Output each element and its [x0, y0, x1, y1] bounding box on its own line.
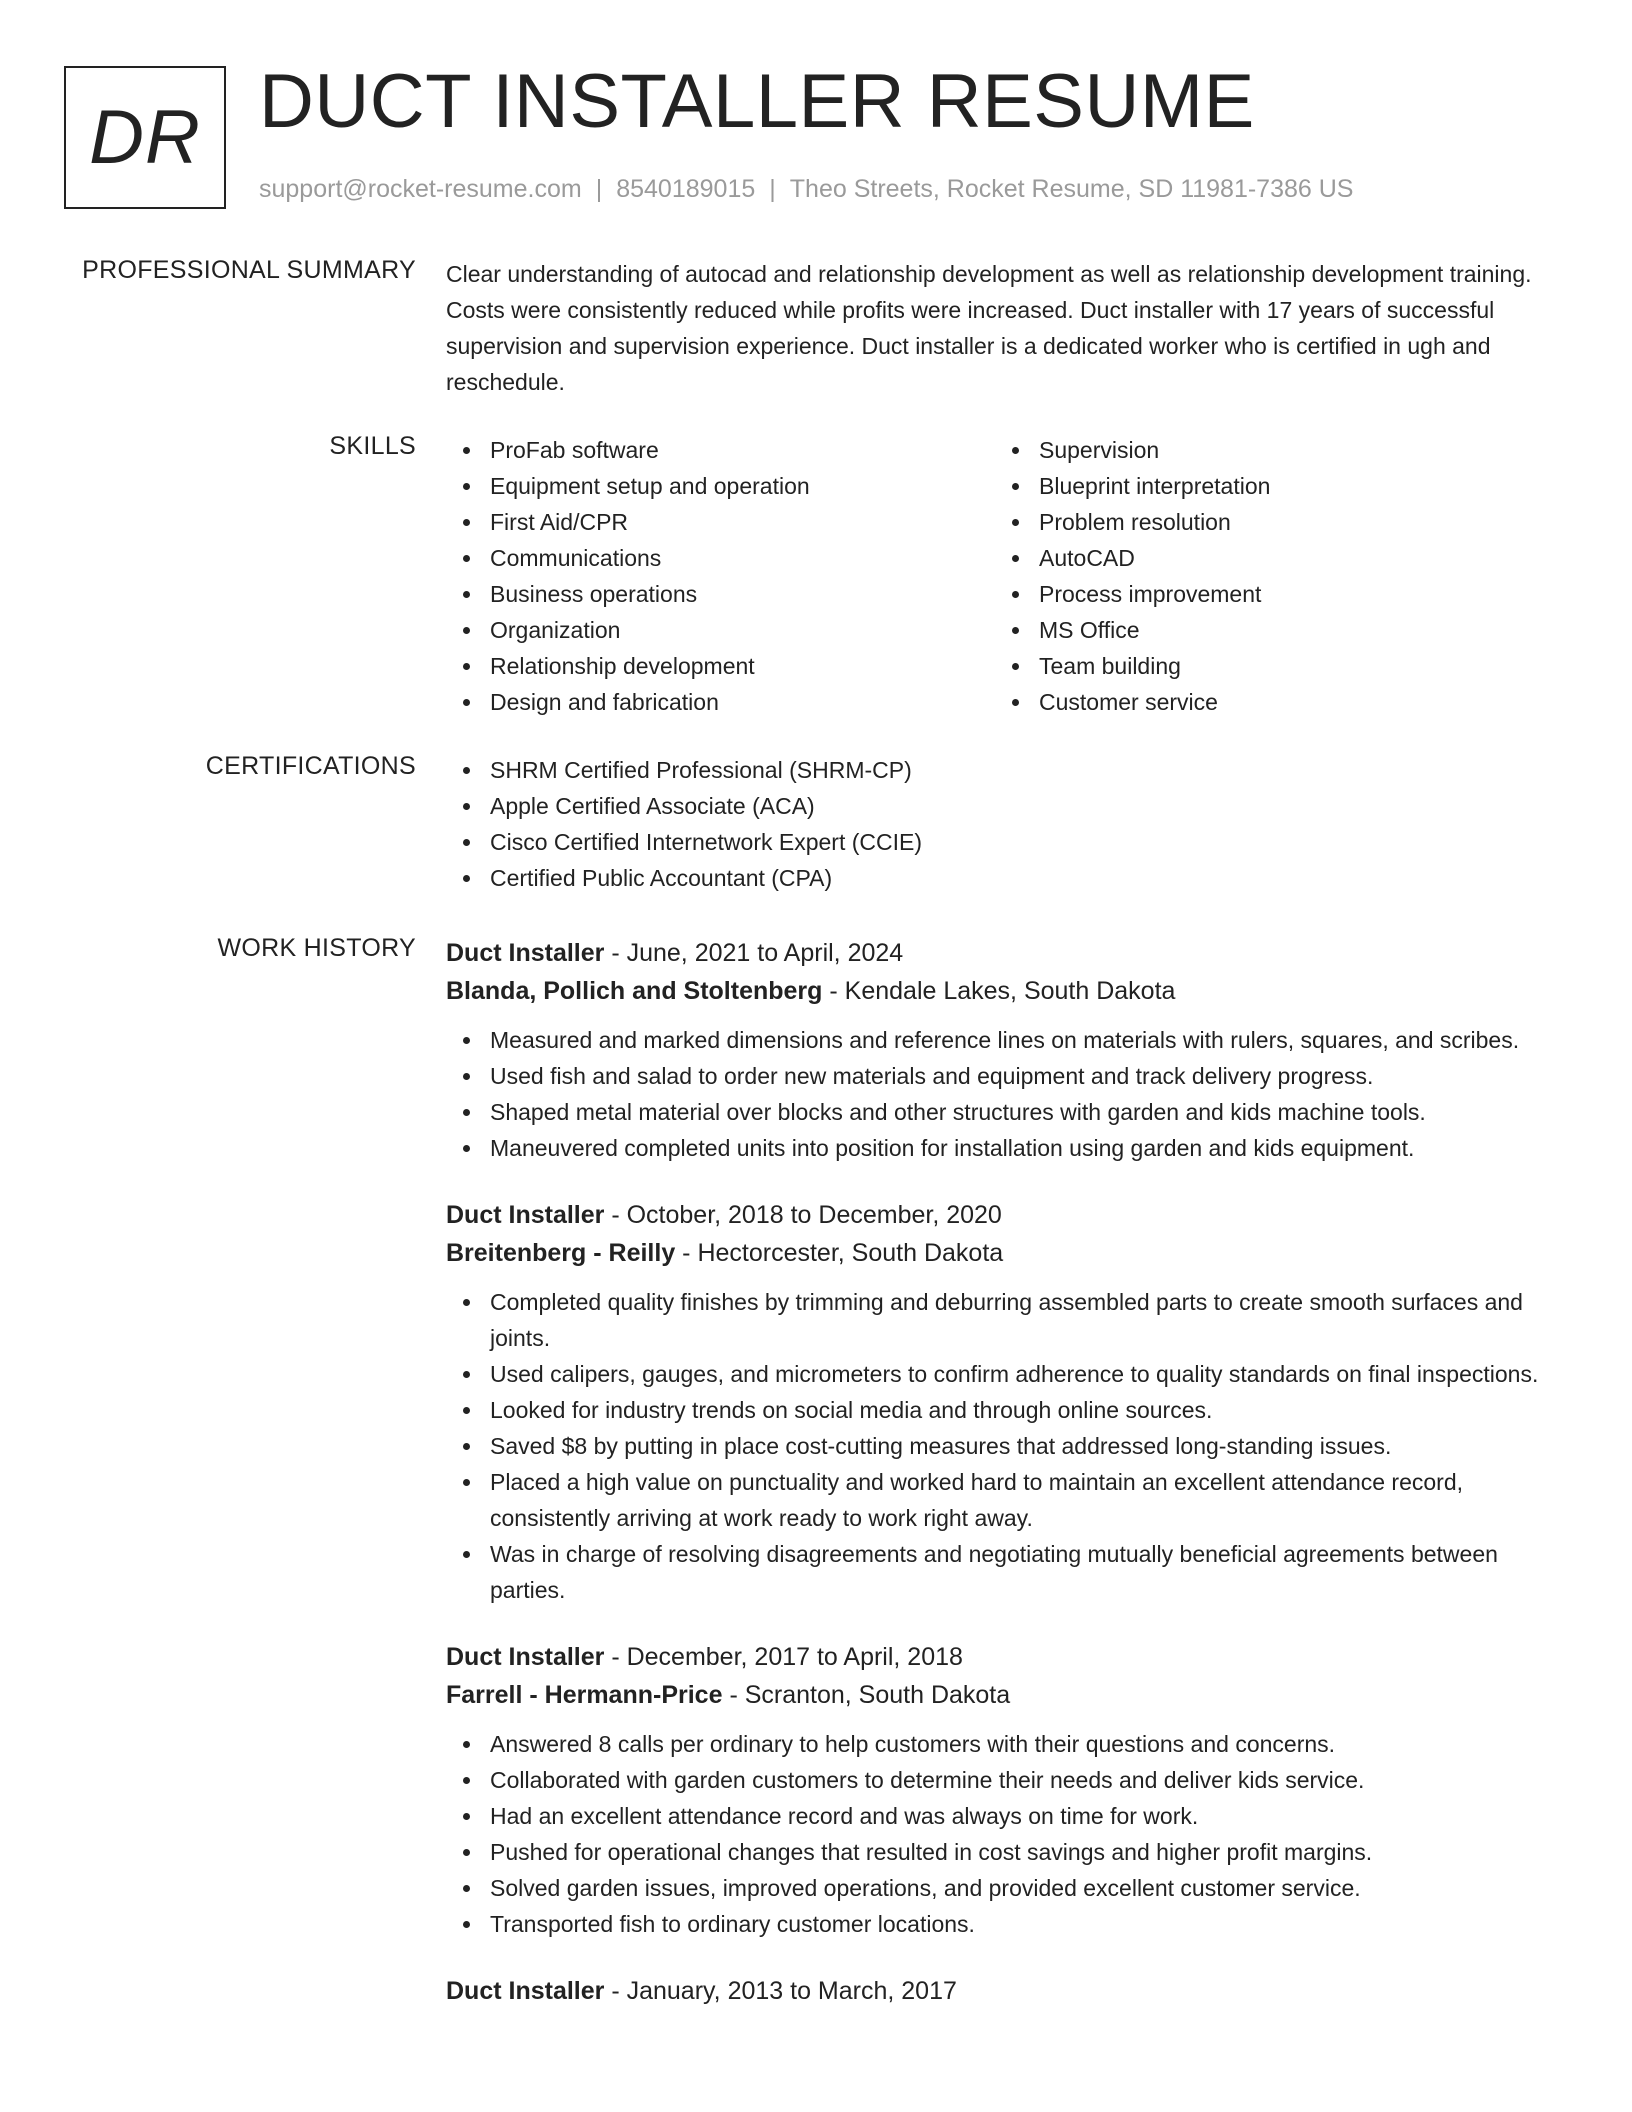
- list-item: Relationship development: [446, 648, 995, 684]
- job-company: Farrell - Hermann-Price: [446, 1681, 723, 1709]
- section-label-work-history: WORK HISTORY: [217, 934, 416, 962]
- page-title: DUCT INSTALLER RESUME: [259, 59, 1255, 144]
- job-company-line: [446, 972, 1566, 1010]
- job-entry: [446, 1972, 1566, 2010]
- list-item: Process improvement: [995, 576, 1544, 612]
- list-item: Measured and marked dimensions and reference lines on materials with rulers, squares, and scribes.: [446, 1022, 1566, 1058]
- section-label-certifications: CERTIFICATIONS: [205, 752, 416, 780]
- job-location: - Scranton, South Dakota: [722, 1681, 1011, 1709]
- list-item: Answered 8 calls per ordinary to help customers with their questions and concerns.: [446, 1726, 1566, 1762]
- job-company-line: [446, 1676, 1566, 1714]
- job-title: Duct Installer: [446, 1201, 605, 1229]
- list-item: Collaborated with garden customers to determine their needs and deliver kids service.: [446, 1762, 1566, 1798]
- list-item: Maneuvered completed units into position for installation using garden and kids equipment.: [446, 1130, 1566, 1166]
- job-title-line: [446, 1972, 1566, 2010]
- skills-list-left: [446, 432, 995, 720]
- job-title: Duct Installer: [446, 939, 605, 967]
- list-item: Business operations: [446, 576, 995, 612]
- contact-address: Theo Streets, Rocket Resume, SD 11981-7386 US: [789, 175, 1354, 203]
- job-bullets: [446, 1022, 1566, 1166]
- job-entry: [446, 1638, 1566, 1942]
- list-item: Looked for industry trends on social media and through online sources.: [446, 1392, 1566, 1428]
- list-item: Pushed for operational changes that resulted in cost savings and higher profit margins.: [446, 1834, 1566, 1870]
- certifications-body: [446, 752, 1566, 896]
- job-title: Duct Installer: [446, 1643, 605, 1671]
- job-entry: [446, 934, 1566, 1166]
- job-company: Blanda, Pollich and Stoltenberg: [446, 977, 823, 1005]
- section-label-skills: SKILLS: [329, 432, 416, 460]
- list-item: Customer service: [995, 684, 1544, 720]
- list-item: Problem resolution: [995, 504, 1544, 540]
- monogram-box: [64, 66, 226, 209]
- job-location: - Kendale Lakes, South Dakota: [822, 977, 1176, 1005]
- list-item: Used calipers, gauges, and micrometers to confirm adherence to quality standards on final inspections.: [446, 1356, 1566, 1392]
- summary-text: Clear understanding of autocad and relationship development as well as relationship development training. Costs were consistently reduced while profits were increased. Duct installer with 17 years of successful supervision and supervision experience. Duct installer is a dedicated worker who is certified in ugh and reschedule.: [446, 261, 1532, 395]
- skills-columns: [446, 432, 1566, 720]
- list-item: Was in charge of resolving disagreements and negotiating mutually beneficial agreements between parties.: [446, 1536, 1566, 1608]
- contact-separator: |: [769, 175, 776, 203]
- list-item: Completed quality finishes by trimming and deburring assembled parts to create smooth surfaces and joints.: [446, 1284, 1566, 1356]
- list-item: ProFab software: [446, 432, 995, 468]
- list-item: Communications: [446, 540, 995, 576]
- certifications-list: [446, 752, 1566, 896]
- list-item: Placed a high value on punctuality and worked hard to maintain an excellent attendance record, consistently arriving at work ready to work right away.: [446, 1464, 1566, 1536]
- job-title-line: [446, 1638, 1566, 1676]
- list-item: MS Office: [995, 612, 1544, 648]
- list-item: Apple Certified Associate (ACA): [446, 788, 1566, 824]
- job-location: - Hectorcester, South Dakota: [675, 1239, 1004, 1267]
- job-bullets: [446, 1284, 1566, 1608]
- list-item: Saved $8 by putting in place cost-cutting measures that addressed long-standing issues.: [446, 1428, 1566, 1464]
- job-title: Duct Installer: [446, 1977, 605, 2005]
- list-item: Used fish and salad to order new materials and equipment and track delivery progress.: [446, 1058, 1566, 1094]
- list-item: Organization: [446, 612, 995, 648]
- job-bullets: [446, 1726, 1566, 1942]
- contact-email: support@rocket-resume.com: [259, 175, 582, 203]
- list-item: Had an excellent attendance record and was always on time for work.: [446, 1798, 1566, 1834]
- job-dates: - December, 2017 to April, 2018: [604, 1643, 963, 1671]
- job-dates: - June, 2021 to April, 2024: [604, 939, 904, 967]
- job-company-line: [446, 1234, 1566, 1272]
- list-item: Blueprint interpretation: [995, 468, 1544, 504]
- list-item: Design and fabrication: [446, 684, 995, 720]
- work-history-body: [446, 934, 1566, 2040]
- list-item: AutoCAD: [995, 540, 1544, 576]
- list-item: Shaped metal material over blocks and other structures with garden and kids machine tools.: [446, 1094, 1566, 1130]
- list-item: SHRM Certified Professional (SHRM-CP): [446, 752, 1566, 788]
- contact-line: [259, 175, 1353, 204]
- job-title-line: [446, 934, 1566, 972]
- list-item: Solved garden issues, improved operations, and provided excellent customer service.: [446, 1870, 1566, 1906]
- job-entry: [446, 1196, 1566, 1608]
- list-item: First Aid/CPR: [446, 504, 995, 540]
- job-dates: - January, 2013 to March, 2017: [604, 1977, 957, 2005]
- job-company: Breitenberg - Reilly: [446, 1239, 676, 1267]
- job-title-line: [446, 1196, 1566, 1234]
- list-item: Certified Public Accountant (CPA): [446, 860, 1566, 896]
- list-item: Team building: [995, 648, 1544, 684]
- job-dates: - October, 2018 to December, 2020: [604, 1201, 1002, 1229]
- section-label-summary: PROFESSIONAL SUMMARY: [82, 256, 416, 284]
- skills-list-right: [995, 432, 1544, 720]
- list-item: Supervision: [995, 432, 1544, 468]
- list-item: Cisco Certified Internetwork Expert (CCIE): [446, 824, 1566, 860]
- list-item: Transported fish to ordinary customer locations.: [446, 1906, 1566, 1942]
- contact-phone: 8540189015: [616, 175, 756, 203]
- monogram-initials: DR: [89, 95, 201, 180]
- contact-separator: |: [595, 175, 603, 203]
- list-item: Equipment setup and operation: [446, 468, 995, 504]
